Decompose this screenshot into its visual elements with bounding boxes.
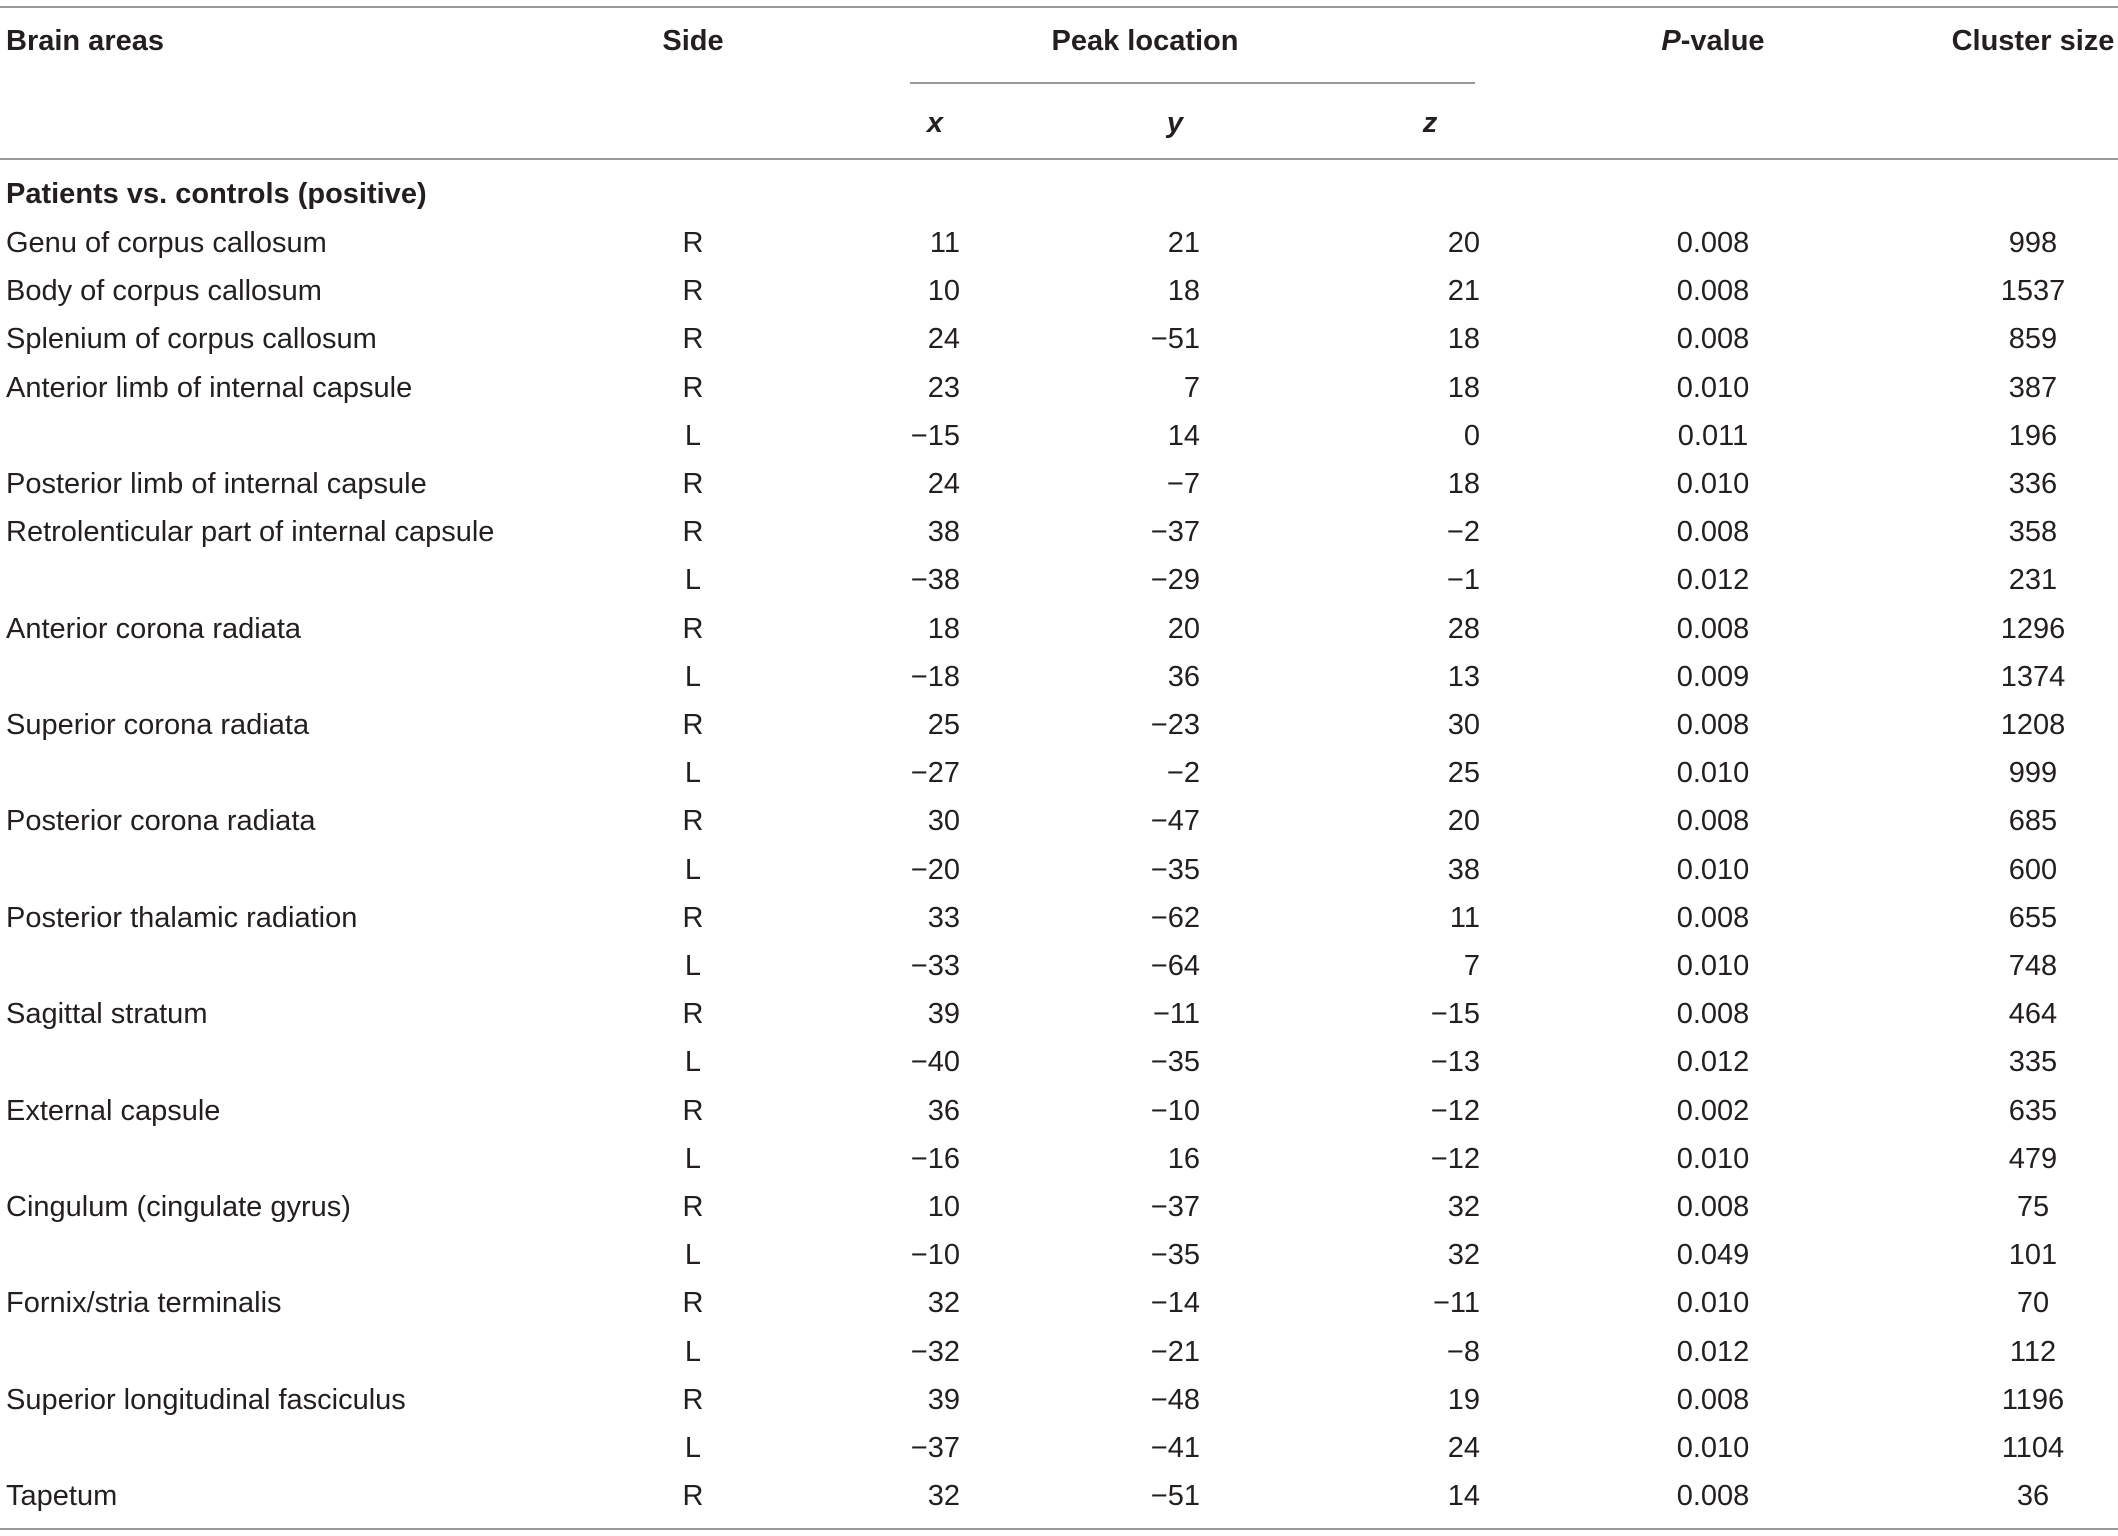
- header-p-value-p: P: [1661, 25, 1681, 57]
- row-y: 14: [1167, 420, 1200, 452]
- table-row: [0, 1142, 2118, 1190]
- row-cluster-size: 336: [2008, 468, 2058, 500]
- row-cluster-size: 112: [2009, 1336, 2057, 1368]
- row-z: 20: [1447, 227, 1480, 259]
- row-side: R: [682, 902, 704, 934]
- row-p-value: 0.008: [1676, 1480, 1750, 1512]
- row-z: 20: [1447, 805, 1480, 837]
- row-cluster-size: 36: [2016, 1480, 2050, 1512]
- row-p-value: 0.010: [1676, 854, 1750, 886]
- table-row: [0, 1094, 2118, 1142]
- row-cluster-size: 1208: [2000, 709, 2066, 741]
- row-p-value: 0.008: [1676, 323, 1750, 355]
- row-side: L: [684, 1143, 702, 1175]
- row-cluster-size: 655: [2008, 902, 2058, 934]
- table-row: [0, 1431, 2118, 1479]
- row-z: −11: [1432, 1287, 1480, 1319]
- bottom-rule: [0, 1528, 2118, 1530]
- table-row: [0, 660, 2118, 708]
- row-z: −13: [1430, 1046, 1480, 1078]
- row-cluster-size: 101: [2008, 1239, 2058, 1271]
- row-z: −1: [1446, 564, 1480, 596]
- row-p-value: 0.008: [1676, 227, 1750, 259]
- row-brain-area: Superior longitudinal fasciculus: [6, 1384, 406, 1416]
- row-cluster-size: 70: [2016, 1287, 2050, 1319]
- row-x: −27: [910, 757, 960, 789]
- row-z: 19: [1447, 1384, 1480, 1416]
- row-brain-area: Posterior thalamic radiation: [6, 902, 358, 934]
- header-brain-areas: Brain areas: [6, 25, 164, 57]
- row-brain-area: Anterior corona radiata: [6, 613, 301, 645]
- table-row: [0, 997, 2118, 1045]
- row-cluster-size: 600: [2008, 854, 2058, 886]
- row-z: 14: [1447, 1480, 1480, 1512]
- row-x: 24: [927, 323, 960, 355]
- row-p-value: 0.011: [1677, 420, 1749, 452]
- table-row: [0, 226, 2118, 274]
- row-y: −11: [1152, 998, 1200, 1030]
- row-brain-area: Splenium of corpus callosum: [6, 323, 377, 355]
- row-cluster-size: 358: [2008, 516, 2058, 548]
- table-row: [0, 756, 2118, 804]
- row-brain-area: Body of corpus callosum: [6, 275, 322, 307]
- row-y: 21: [1167, 227, 1200, 259]
- row-side: L: [684, 661, 702, 693]
- row-x: −40: [910, 1046, 960, 1078]
- row-cluster-size: 999: [2008, 757, 2058, 789]
- header-cluster-size: Cluster size: [1951, 25, 2115, 57]
- row-cluster-size: 1374: [2000, 661, 2066, 693]
- row-x: −10: [910, 1239, 960, 1271]
- row-x: 39: [927, 998, 960, 1030]
- row-side: R: [682, 516, 704, 548]
- row-x: 38: [927, 516, 960, 548]
- row-p-value: 0.002: [1676, 1095, 1750, 1127]
- row-p-value: 0.012: [1676, 564, 1750, 596]
- row-p-value: 0.008: [1676, 275, 1750, 307]
- table-row: [0, 949, 2118, 997]
- row-p-value: 0.010: [1676, 1287, 1750, 1319]
- row-cluster-size: 1104: [2001, 1432, 2065, 1464]
- table-row: [0, 901, 2118, 949]
- row-z: 13: [1447, 661, 1480, 693]
- row-x: 10: [927, 1191, 960, 1223]
- row-x: 11: [929, 227, 960, 259]
- row-y: −23: [1150, 709, 1200, 741]
- header-p-value: [1640, 24, 1786, 58]
- table-row: [0, 419, 2118, 467]
- row-z: −2: [1446, 516, 1480, 548]
- row-x: 25: [927, 709, 960, 741]
- row-x: 32: [927, 1287, 960, 1319]
- row-z: 32: [1447, 1239, 1480, 1271]
- row-brain-area: Cingulum (cingulate gyrus): [6, 1191, 351, 1223]
- row-y: −35: [1150, 854, 1200, 886]
- row-p-value: 0.008: [1676, 1384, 1750, 1416]
- row-side: R: [682, 613, 704, 645]
- row-cluster-size: 231: [2008, 564, 2058, 596]
- table-row: [0, 612, 2118, 660]
- table-row: [0, 467, 2118, 515]
- row-p-value: 0.010: [1676, 1432, 1750, 1464]
- row-y: −37: [1150, 1191, 1200, 1223]
- row-brain-area: External capsule: [6, 1095, 221, 1127]
- row-y: −35: [1150, 1239, 1200, 1271]
- row-y: −37: [1150, 516, 1200, 548]
- row-p-value: 0.012: [1676, 1046, 1750, 1078]
- row-x: 30: [927, 805, 960, 837]
- row-p-value: 0.049: [1676, 1239, 1750, 1271]
- table-row: [0, 1479, 2118, 1527]
- row-brain-area: Anterior limb of internal capsule: [6, 372, 413, 404]
- row-p-value: 0.010: [1676, 372, 1750, 404]
- row-z: −12: [1430, 1143, 1480, 1175]
- row-x: −32: [910, 1336, 960, 1368]
- row-p-value: 0.008: [1676, 516, 1750, 548]
- row-brain-area: Superior corona radiata: [6, 709, 310, 741]
- row-z: 0: [1463, 420, 1480, 452]
- row-y: −10: [1150, 1095, 1200, 1127]
- row-x: 18: [927, 613, 960, 645]
- row-x: −16: [910, 1143, 960, 1175]
- row-brain-area: Genu of corpus callosum: [6, 227, 327, 259]
- row-side: R: [682, 1287, 704, 1319]
- row-z: 32: [1447, 1191, 1480, 1223]
- row-z: −12: [1430, 1095, 1480, 1127]
- table-row: [0, 1238, 2118, 1286]
- row-p-value: 0.008: [1676, 709, 1750, 741]
- row-y: −2: [1166, 757, 1200, 789]
- row-p-value: 0.010: [1676, 950, 1750, 982]
- row-p-value: 0.009: [1676, 661, 1750, 693]
- table-row: [0, 1190, 2118, 1238]
- row-side: L: [684, 1432, 702, 1464]
- row-brain-area: Posterior corona radiata: [6, 805, 316, 837]
- header-y: y: [1166, 107, 1184, 139]
- peak-location-rule: [910, 82, 1475, 84]
- row-y: −7: [1166, 468, 1200, 500]
- row-y: 7: [1183, 372, 1200, 404]
- row-y: −62: [1150, 902, 1200, 934]
- row-p-value: 0.008: [1676, 613, 1750, 645]
- row-z: 21: [1447, 275, 1480, 307]
- table-row: [0, 1286, 2118, 1334]
- row-cluster-size: 387: [2008, 372, 2058, 404]
- row-z: 25: [1447, 757, 1480, 789]
- row-cluster-size: 1296: [2000, 613, 2066, 645]
- row-side: L: [684, 1239, 702, 1271]
- row-side: L: [684, 1336, 702, 1368]
- row-z: 11: [1449, 902, 1480, 934]
- row-side: R: [682, 1384, 704, 1416]
- header-peak-location: Peak location: [1051, 25, 1239, 57]
- table-row: [0, 1383, 2118, 1431]
- table-row: [0, 708, 2118, 756]
- row-cluster-size: 1537: [2000, 275, 2066, 307]
- header-side: Side: [662, 25, 724, 57]
- row-x: 24: [927, 468, 960, 500]
- row-x: 39: [927, 1384, 960, 1416]
- row-z: 30: [1447, 709, 1480, 741]
- row-x: 36: [927, 1095, 960, 1127]
- row-cluster-size: 685: [2008, 805, 2058, 837]
- table-row: [0, 274, 2118, 322]
- row-y: 36: [1167, 661, 1200, 693]
- header-x: x: [926, 107, 944, 139]
- row-cluster-size: 998: [2008, 227, 2058, 259]
- row-y: 18: [1167, 275, 1200, 307]
- row-y: −41: [1150, 1432, 1200, 1464]
- row-side: L: [684, 950, 702, 982]
- row-side: L: [684, 757, 702, 789]
- table-row: [0, 371, 2118, 419]
- row-y: −64: [1150, 950, 1200, 982]
- row-brain-area: Fornix/stria terminalis: [6, 1287, 282, 1319]
- row-side: R: [682, 1095, 704, 1127]
- row-p-value: 0.008: [1676, 1191, 1750, 1223]
- row-y: 20: [1167, 613, 1200, 645]
- row-cluster-size: 196: [2008, 420, 2058, 452]
- row-z: 38: [1447, 854, 1480, 886]
- row-side: R: [682, 1480, 704, 1512]
- row-z: 28: [1447, 613, 1480, 645]
- row-cluster-size: 1196: [2001, 1384, 2065, 1416]
- header-z: z: [1422, 107, 1438, 139]
- row-cluster-size: 75: [2016, 1191, 2050, 1223]
- section-title: Patients vs. controls (positive): [6, 178, 427, 210]
- row-side: R: [682, 275, 704, 307]
- table-row: [0, 322, 2118, 370]
- table-row: [0, 1335, 2118, 1383]
- row-y: −21: [1150, 1336, 1200, 1368]
- row-cluster-size: 859: [2008, 323, 2058, 355]
- row-y: −51: [1150, 1480, 1200, 1512]
- table-row: [0, 515, 2118, 563]
- row-x: 32: [927, 1480, 960, 1512]
- row-y: −47: [1150, 805, 1200, 837]
- row-side: R: [682, 372, 704, 404]
- row-cluster-size: 464: [2008, 998, 2058, 1030]
- row-x: −15: [910, 420, 960, 452]
- row-p-value: 0.010: [1676, 757, 1750, 789]
- row-side: R: [682, 805, 704, 837]
- row-side: R: [682, 227, 704, 259]
- row-cluster-size: 748: [2008, 950, 2058, 982]
- row-p-value: 0.008: [1676, 998, 1750, 1030]
- row-x: 33: [927, 902, 960, 934]
- table-row: [0, 853, 2118, 901]
- table-row: [0, 563, 2118, 611]
- row-z: 18: [1447, 372, 1480, 404]
- row-x: −38: [910, 564, 960, 596]
- row-y: −51: [1150, 323, 1200, 355]
- header-bottom-rule: [0, 158, 2118, 160]
- row-x: 10: [927, 275, 960, 307]
- row-y: −35: [1150, 1046, 1200, 1078]
- row-y: −14: [1150, 1287, 1200, 1319]
- row-p-value: 0.012: [1676, 1336, 1750, 1368]
- row-y: 16: [1167, 1143, 1200, 1175]
- top-rule: [0, 6, 2118, 8]
- row-z: 7: [1463, 950, 1480, 982]
- row-p-value: 0.010: [1676, 468, 1750, 500]
- row-z: −15: [1430, 998, 1480, 1030]
- table-row: [0, 804, 2118, 852]
- row-brain-area: Sagittal stratum: [6, 998, 208, 1030]
- row-brain-area: Tapetum: [6, 1480, 118, 1512]
- row-side: L: [684, 854, 702, 886]
- row-z: 24: [1447, 1432, 1480, 1464]
- row-z: 18: [1447, 468, 1480, 500]
- row-x: −18: [910, 661, 960, 693]
- row-cluster-size: 479: [2008, 1143, 2058, 1175]
- row-x: −33: [910, 950, 960, 982]
- row-p-value: 0.008: [1676, 805, 1750, 837]
- row-side: R: [682, 998, 704, 1030]
- header-p-value-suffix: -value: [1680, 25, 1765, 57]
- row-side: R: [682, 1191, 704, 1223]
- row-y: −29: [1150, 564, 1200, 596]
- row-z: 18: [1447, 323, 1480, 355]
- row-brain-area: Retrolenticular part of internal capsule: [6, 516, 495, 548]
- row-x: 23: [927, 372, 960, 404]
- row-side: R: [682, 709, 704, 741]
- row-side: R: [682, 323, 704, 355]
- row-x: −37: [910, 1432, 960, 1464]
- row-z: −8: [1446, 1336, 1480, 1368]
- row-p-value: 0.008: [1676, 902, 1750, 934]
- row-cluster-size: 335: [2008, 1046, 2058, 1078]
- row-brain-area: Posterior limb of internal capsule: [6, 468, 427, 500]
- row-side: L: [684, 420, 702, 452]
- row-p-value: 0.010: [1676, 1143, 1750, 1175]
- row-y: −48: [1150, 1384, 1200, 1416]
- row-side: L: [684, 564, 702, 596]
- row-cluster-size: 635: [2008, 1095, 2058, 1127]
- row-x: −20: [910, 854, 960, 886]
- row-side: L: [684, 1046, 702, 1078]
- row-side: R: [682, 468, 704, 500]
- table-row: [0, 1045, 2118, 1093]
